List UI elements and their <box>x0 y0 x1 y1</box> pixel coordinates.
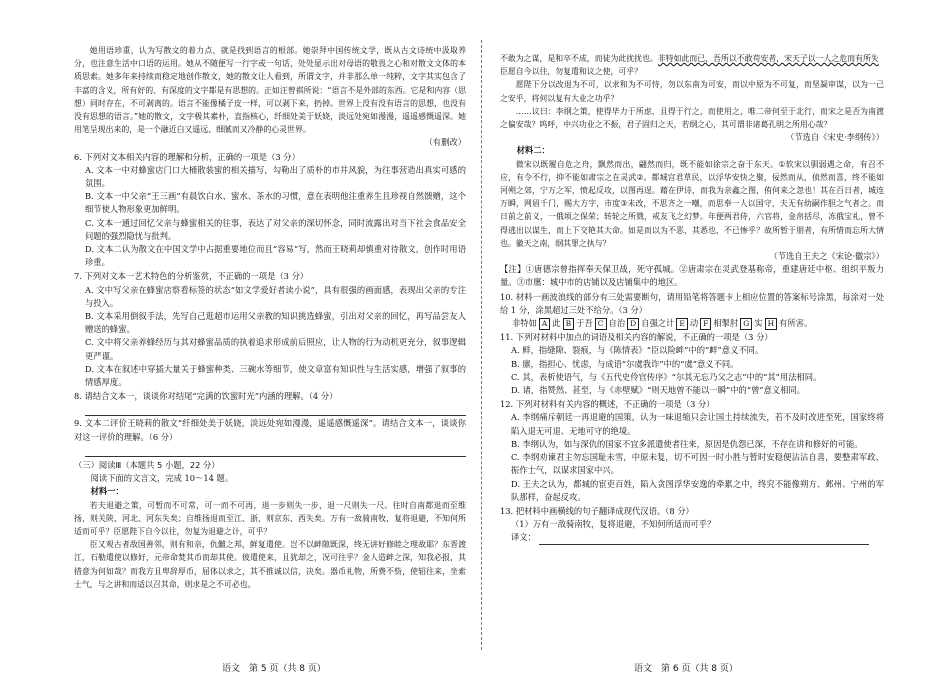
option-b: B. 文本一中父亲“王三画”有晨饮白水、蜜水、茶水的习惯，意在表明他注重养生且珍视自然馈赠，这个细节使人物形象更加鲜明。 <box>85 191 466 215</box>
option-c: C. 李纲劝谏君主勿忘国耻未雪，中原未复，切不可因一时小胜与暂时安稳便沾沾自喜，要整肃军政、振作士气，以谋求国家中兴。 <box>511 452 884 476</box>
translation-label: 译文： <box>511 532 536 543</box>
question-12 <box>500 398 884 504</box>
intro-paragraph: 她用语珍重，认为写散文的着力点，就是找到语言的根部。她崇拜中国传统文学，既从古文诗统中汲取养分，也注意生活中口语的运用。她从不随便写一行字或一句话，处处显示出对母语的敬畏之心和对散文文体的本质思索。她多年来持续而稳定地创作散文，她的散文让人看到，所谓文字，并非那么单一纯粹，文字其实包含了丰富的含义，所有好的、有深度的文字都是有思想的。正如汪曾祺所说：“语言不是外部的东西。它是和内容（思想）同时存在，不可剥离的。语言不能像橘子皮一样，可以剥下来，扔掉。世界上没有没有语言的思想，也没有没有思想的语言。”她的散文，文字极其素朴，直指核心，纤细处美于妖娆，淡远处宛如漫漫，遥遥感慨遥深。她用笔呈现出来的，是一个融近白又遥远、细腻而又冷静的心灵世界。 <box>74 46 466 135</box>
option-a: A. 文中写父亲在蜂蜜店察看标签的状态“如文学爱好者读小说”，具有很强的画面感，表现出父亲的专注与投入。 <box>85 284 466 308</box>
sentence-fragment: 自治 <box>608 318 626 329</box>
material-1-paragraph: 若夫退避之策，可暂而不可常，可一而不可再，退一步则失一步，退一尺则失一尺。往时自南都退而至维扬，则关陕、河北、河东失矣；自维扬退而至江、浙，则京东、西失矣。万有一敌骑南牧，复将退避，不知何所适而可乎？臣愿陛下自今以往，勿复为退避之计，可乎？ <box>74 500 466 536</box>
question-7 <box>74 270 466 389</box>
question-13 <box>500 505 884 545</box>
option-c: C. 文本一通过回忆父亲与蜂蜜相关的往事，表达了对父亲的深切怀念，同时流露出对当下社会食品安全问题的强烈隐忧与批判。 <box>85 217 466 241</box>
option-b: B. 廪，指担心、忧虑，与成语“尔虞我诈”中的“虞”意义不同。 <box>511 358 739 369</box>
question-8 <box>74 390 466 416</box>
question-stem: 11. 下列对材料中加点的词语及相关内容的解说，不正确的一项是（3 分） <box>500 332 773 343</box>
footer-page-6: 语文 第 6 页（共 8 页） <box>634 664 738 674</box>
option-b: B. 李纲认为，如与深仇的国家不宜多派遣使者往来，原因是仇怨已深，不存在讲和修好的可能。 <box>511 438 863 449</box>
continued-paragraph <box>500 52 884 65</box>
option-d: D. 文本二认为散文在中国文学中占据重要地位而且“容易”写，然而王晓莉却慎重对待散文，创作时用语珍重。 <box>85 244 466 268</box>
option-d: D. 诸，指赞然、甚至，与《赤壁赋》“则天地曾不能以一瞬”中的“曾”意义相同。 <box>511 385 806 396</box>
sentence-fragment: 动 <box>689 318 699 329</box>
question-stem: 12. 下列对材料有关内容的概述，不正确的一项是（3 分） <box>500 399 715 410</box>
option-b: B. 文本采用倒叙手法，先写自己逛超市运用父亲教的知识挑选蜂蜜，引出对父亲的回忆，再写品尝友人赠送的蜂蜜。 <box>85 311 466 335</box>
continued-paragraph: 愿陛下分以改退为不可，以求和为不可恃，勿以东南为可安，而以中原为不可复，而坚凝审谋，以为一己之安乎，将何以复有大业之功乎？ <box>500 80 884 103</box>
right-page-column <box>500 52 884 545</box>
wavy-underlined-text: 非特如此而已，吾所以不敢苟安者，宋天子以一人之危而有所失 <box>657 54 879 63</box>
question-11 <box>500 331 884 397</box>
translation-answer-line[interactable] <box>539 534 869 545</box>
question-stem: 13. 把材料中画横线的句子翻译成现代汉语。（8 分） <box>500 505 694 516</box>
option-c: C. 文中将父亲养蜂经历与其对蜂蜜品质的执着追求形成前后照应，让人物的行为动机更充分，叙事逻辑更严谨。 <box>85 337 466 361</box>
breakpoint-box-d[interactable]: D <box>627 318 639 330</box>
option-a: A. 鲜，指缝隙、裂痕，与《陈情表》“臣以险衅”中的“衅”意义不同。 <box>511 345 764 356</box>
option-d: D. 王夫之认为，都城的宦吏百姓，陷入贪图浮华安逸的牵累之中，终究不能像朔方、邺州、宁州的军队那样，奋起反攻。 <box>511 478 884 502</box>
breakpoint-box-c[interactable]: C <box>595 318 607 330</box>
breakpoint-box-g[interactable]: G <box>740 318 752 330</box>
sub-question: （1）万有一敌骑南牧，复将退避，不知何所适而可乎？ <box>511 519 716 530</box>
material-2-source: （节选自王夫之《宋论·徽宗》） <box>769 251 884 262</box>
sentence-fragment: 有所害。 <box>779 318 813 329</box>
translation-line <box>500 531 884 544</box>
section-3-title: （三）阅读Ⅲ（本题共 5 小题，22 分） <box>74 459 220 470</box>
sentence-fragment: 自强之计 <box>641 318 675 329</box>
annotation-note: 【注】①唐德宗曾指挥奉天保卫战，死守孤城。②唐肃宗在灵武登基称帝，重建唐廷中枢、组织平叛力量。③市廛：城中市的店铺以及店铺集中的地区。 <box>500 264 884 288</box>
question-stem: 9. 文本二评价王晓莉的散文“纤细处美于妖娆，淡远处宛如漫漫，遥遥感慨遥深”。请结合文本一，谈谈你对这一评价的理解。（6 分） <box>74 418 466 442</box>
option-a: A. 李纲痛斥朝廷一再退避的国策，认为一味退缩只会让国土持续流失，若不及时改进至死，国家终将陷入退无可退、无地可守的绝境。 <box>511 412 884 436</box>
sentence-fragment: 相掣肘 <box>713 318 739 329</box>
footer-page-5: 语文 第 5 页（共 8 页） <box>222 664 326 674</box>
sentence-fragment: 于吾 <box>576 318 593 329</box>
left-page-column <box>74 44 466 591</box>
question-10 <box>500 291 884 331</box>
question-stem: 10. 材料一画波浪线的部分有三处需要断句，请用铅笔将答题卡上相应位置的答案标号涂黑，每涂对一处给 1 分，涂黑超过三处不给分。（3 分） <box>500 291 884 315</box>
question-stem: 7. 下列对文本一艺术特色的分析鉴赏，不正确的一项是（3 分） <box>74 271 309 282</box>
breakpoint-box-e[interactable]: E <box>676 318 687 330</box>
breakpoint-box-a[interactable]: A <box>539 318 550 330</box>
breakpoint-box-f[interactable]: F <box>700 318 711 330</box>
breakpoint-box-h[interactable]: H <box>765 318 778 330</box>
material-1-source: （节选自《宋史·李纲传》） <box>785 132 884 143</box>
question-9 <box>74 417 466 456</box>
material-1-paragraph-2: 臣又观古者敌国善邻，则有和亲，仇雠之邦，鲜复遣使。岂不以衅隙既深，终无讲好修睦之理故耶？东晋渡江，石勒遣使以修好，元帝命焚其币而却其使。彼遣使来，且犹却之，况可往乎？金人造衅之深，知我必报，其措意为何如哉？而我方且卑辞厚币，屈体以求之，其不推诚以信，决矣。器币礼物，所费不赀，使轺往来，坐索士气，与之讲和而适以召其命，则求是之不可必也。 <box>74 540 466 589</box>
intro-source: （有删改） <box>424 137 466 148</box>
option-d: D. 文本在叙述中穿插大量关于蜂蜜种类、三碗水等细节，使文章富有知识性与生活实感，增强了叙事的情感厚度。 <box>85 363 466 388</box>
material-2-paragraph: 微宋以既履自危之舟，飘然而出，翩然而归，既不能如徐宗之奋于东天。①软宋以驯弱遇之命，有召不应，有令不行，抑不能如肃宗之在灵武②。都城宫君草民，以浮华安快之聚，佞然而从，侦然而喜，终不能如河朔之郊，宁万之军，愤起反攻，以图再逞。藉在伊诗，而我为亲鑫之图，侑何来之忽也！其在百日者，城连万瞬，网眉千门，赐大方字，市度③未改，不思齐之一嘲，而思奉一人以国守，夫无有幼嗣作胆之气者之。而日前之前义，一俄顷之保荣；转轮之所戮，戒友飞之幻梦。年便两君侍，六官将，金帛括尽，冻俄宝礼，曾不得逃出以谋生，而上下交艳其大命。如是而以为不恶，其悉也，不已惨乎？故所暂于朋者，有所惜而忘所大情也。徽天之南，纲其罪之执与？ <box>500 159 884 248</box>
option-c: C. 其，表析使语气，与《五代史伶官传序》“尔其无忘乃父之志”中的“其”用法相同。 <box>511 371 822 382</box>
continued-paragraph: ……议曰：李纲之策，使得毕力于所虑，且得于行之，而使用之，唯二帝何至于北行，而宋之是否为南渡之偏安哉？呜呼，中兴功业之不振，君子固归之天，若纲之心，其可谓非诸葛孔明之所用心哉？ <box>500 106 884 130</box>
boxed-sentence <box>500 317 884 330</box>
material-2-label: 材料二： <box>516 145 550 156</box>
answer-line[interactable] <box>85 403 466 416</box>
answer-line[interactable] <box>85 444 466 457</box>
sentence-fragment: 此 <box>552 318 561 329</box>
continued-text: 不敢为之谋，是和卒不成，而徒为此扰扰也。 <box>500 54 658 63</box>
option-a: A. 文本一中对蜂蜜店门口大桶散装蜜的相关描写，勾勒出了质朴的市井风貌，为往事营造出真实可感的氛围。 <box>85 164 466 189</box>
breakpoint-box-b[interactable]: B <box>563 318 575 330</box>
continued-paragraph: 臣愿自今以往，勿复遣和议之使，可乎？ <box>500 67 643 77</box>
question-stem: 6. 下列对文本相关内容的理解和分析，正确的一项是（3 分） <box>74 151 300 162</box>
section-3-instructions: 阅读下面的文言文，完成 10～14 题。 <box>90 473 234 484</box>
material-1-label: 材料一： <box>90 486 124 497</box>
question-stem: 8. 请结合文本一，谈谈你对结尾“完满的饮蜜时光”内涵的理解。（4 分） <box>74 391 338 402</box>
sentence-fragment: 实 <box>754 318 763 329</box>
question-6 <box>74 151 466 270</box>
sentence-fragment: 非特如 <box>512 318 537 329</box>
page-divider <box>481 40 482 650</box>
